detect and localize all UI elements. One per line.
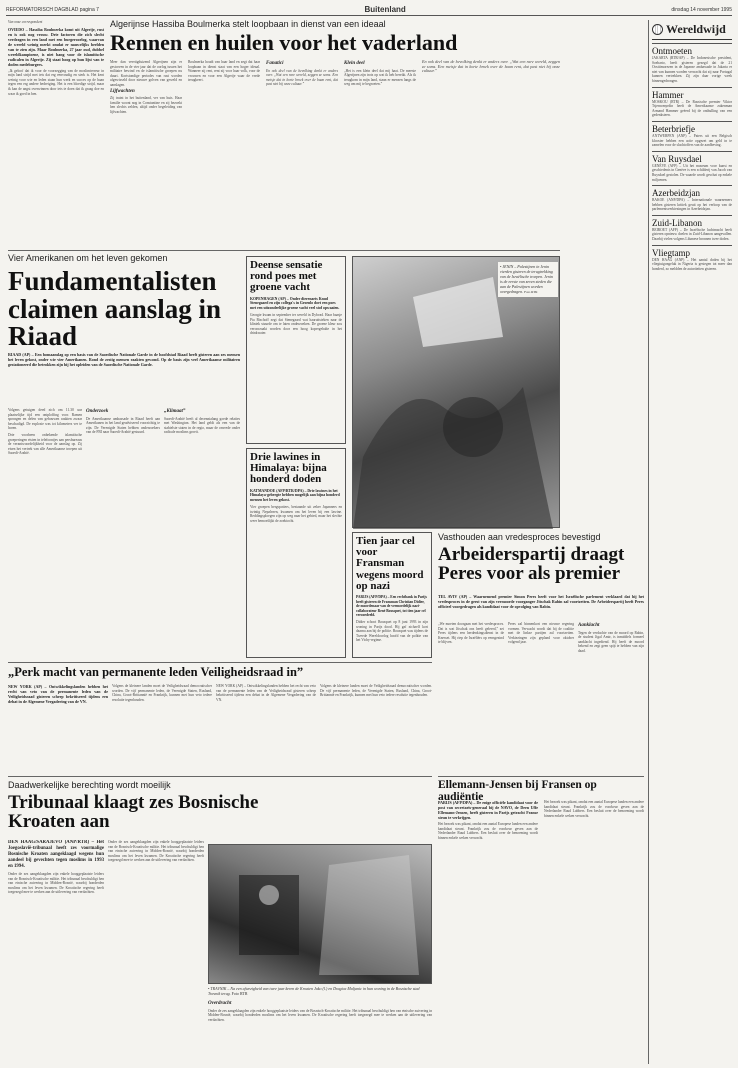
boulmerka-byline: Van onze correspondent <box>8 20 43 24</box>
deense-box <box>246 256 346 444</box>
ellemann-body-cont: Het bezoek was pikant, omdat een aantal Europese landen een andere kandidaat steunt. Frankrijk zou de voorkeur geven aan de Nederlander Ruud Lubbers. Een besluit over de benoeming wordt binnen enkele weken verwacht. <box>544 800 644 818</box>
wereldwijd-sidebar <box>652 20 732 1064</box>
item-head: Azerbeidzjan <box>652 185 732 198</box>
veiligheid-col-1 <box>8 684 108 772</box>
item-body: GENÈVE (AFP) – Uit het museum voor kunst en geschiedenis in Genève is een schilderij van Jacob van Ruysdael gestolen. De waarde wordt geschat op enkele miljoenen. <box>652 163 732 182</box>
riyad-lead: RIAAD (AP) – Een bomaanslag op een basis van de Saoedische Nationale Garde in de hoofdstad Riaad heeft gisteren aan zes mensen het leven gekost, onder wie vier Amerikanen. Rond de zestig mensen raakten gewond. Op de basis zijn veel Amerikaanse militairen gestationeerd die betrokken zijn bij het opleiden van de Saoedische Nationale Garde. <box>8 352 240 367</box>
veiligheid-col-3 <box>216 684 316 772</box>
item-body: DEN HAAG (ANP) – Het aantal doden bij het vliegtuigongeluk in Nigeria is gestegen tot meer dan honderd, zo meldden de autoriteiten gisteren. <box>652 257 732 271</box>
item-body: MOSKOU (RTR) – De Russische premier Viktor Tsjernomyrdin heeft de Amerikaanse zakenman Armand Hammer geëerd bij de onthulling van een gedenksteen. <box>652 99 732 118</box>
boulmerka-body-5: En ook deel van de bevolking denkt er anders over. „Wat een rare wereld, zeggen ze soms. Een meisje dat in korte broek over de baan rent, dat past niet bij onze cultuur.” <box>266 68 338 87</box>
page-header <box>6 4 732 16</box>
tribunaal-body-end: Onder de zes aangeklaagden zijn enkele hooggeplaatste leiders van de Bosnisch-Kroatische militie. Het tribunaal beschuldigt hen van etnische zuivering in Midden-Bosnië, waarbij honderden moslims om het leven kwamen. De Kroatische regering heeft toegezegd mee te werken aan de uitlevering van verdachten. <box>208 1008 432 1022</box>
fransman-box <box>352 532 432 658</box>
item-head: Ontmoeten <box>652 43 732 56</box>
deense-lead: KOPENHAGEN (AP) – Onder dierenarts Knud Stenegaard en zijn collega's in Groenlo doet een poes met een uitzonderlijke groene vacht veel stof opwaaien. <box>250 296 340 311</box>
boulmerka-kicker: Algerijnse Hassiba Boulmerka stelt loopbaan in dienst van een ideaal <box>110 19 386 29</box>
boulmerka-body-2: Meer dan veertigduizend Algerijnen zijn er gestorven in de vier jaar dat de oorlog tussen het militaire bewind en de islamitische groepen nu duurt. Kortstondige periodes van rust worden afgewisseld door nieuwe golven van geweld en aanslagen. <box>110 60 182 87</box>
himalaya-lead: KATMANDOE (AFP/RTR/DPA) – Drie lawines in het Himalaya-gebergte hebben mogelijk aan bijna honderd mensen het leven gekost. <box>250 488 340 503</box>
travnik-caption-box <box>208 986 432 996</box>
list-item <box>652 121 732 148</box>
item-body: JAKARTA (RTR/AP) – De Indonesische president, Soeharto, heeft gisteren gezegd dat de 21 Oosttimorezen in de Japanse ambassade in Jakarta er niet van kunnen worden verwacht dat zij naar Portugal kunnen vertrekken. Zij zijn daar vorige week binnengedrongen. <box>652 56 732 83</box>
riyad-col-2 <box>86 408 160 658</box>
veiligheid-lead: NEW YORK (AP) – Ontwikkelingslanden hebben het recht van veto van de permanente leden van de Veiligheidsraad gisteren scherp bekritiseerd tijdens een debat in de Algemene Vergadering van de VN. <box>8 684 108 704</box>
veiligheid-body-cont: Volgens de kleinere landen moet de Veiligheidsraad democratischer worden. De vijf permanente leden, de Verenigde Staten, Rusland, China, Groot-Brittannië en Frankrijk, kunnen met hun veto iedere resolutie tegenhouden. <box>320 684 432 698</box>
fransman-headline: Tien jaar cel voor Fransman wegens moord op nazi <box>356 536 424 592</box>
tribunaal-lead: DEN HAAG/SARAJEVO (ANP/RTR) – Het Joegoslavië-tribunaal heeft zes voormalige Bosnische Kroaten aangeklaagd wegens hun aandeel bij gevechten tegen moslims in 1993 en 1994. <box>8 840 104 869</box>
list-item <box>652 245 732 272</box>
veiligheid-lead-cont: NEW YORK (AP) – Ontwikkelingslanden hebben het recht van veto van de permanente leden van de Veiligheidsraad gisteren scherp bekritiseerd tijdens een debat in de Algemene Vergadering van de VN. <box>216 684 316 702</box>
boulmerka-subhead-fanatici: Fanatici <box>266 61 284 66</box>
list-item <box>652 43 732 84</box>
globe-icon <box>652 24 663 35</box>
tribunaal-subhead-overdracht: Overdracht <box>208 1001 232 1006</box>
wereldwijd-title: Wereldwijd <box>666 22 726 36</box>
peres-lead-block <box>438 594 644 620</box>
list-item <box>652 215 732 242</box>
himalaya-body: Vier groepen bergspotters, bestaande uit zeker Japanners en twintig Nepalezen, kwamen om het leven bij een lawine. Reddingsploegen zijn op weg naar het gebied, maar het slechte weer bemoeilijkt de zoektocht. <box>250 505 342 523</box>
peres-col-1 <box>438 622 504 770</box>
paper-name: REFORMATORISCH DAGBLAD pagina 7 <box>6 6 99 13</box>
tribunaal-body: Onder de zes aangeklaagden zijn enkele hooggeplaatste leiders van de Bosnisch-Kroatische militie. Het tribunaal beschuldigt hen van etnische zuivering in Midden-Bosnië, waarbij honderden moslims om het leven kwamen. De Kroatische regering heeft toegezegd mee te werken aan de uitlevering van verdachten. <box>8 872 104 895</box>
veiligheid-body: Volgens de kleinere landen moet de Veiligheidsraad democratischer worden. De vijf permanente leden, de Verenigde Staten, Rusland, China, Groot-Brittannië en Frankrijk, kunnen met hun veto iedere resolutie tegenhouden. <box>112 684 212 702</box>
wereldwijd-list <box>652 43 732 271</box>
riyad-col-1 <box>8 408 82 658</box>
riyad-body-2: Drie voorheen onbekende islamitische groeperingen eisten in telefoontjes aan persbureaus de verantwoordelijkheid voor de aanslag op. Zij eisen het vertrek van alle Amerikaanse troepen uit Saoedi-Arabië. <box>8 432 82 456</box>
item-body: ANTWERPEN (ANP) – Paters uit een Belgisch klooster hebben een actie opgezet om geld in te zamelen voor de slachtoffers van de aardbeving. <box>652 133 732 148</box>
boulmerka-body-6: „Het is een klein deel dat mij haat. De meeste Algerijnen zijn trots op wat ik heb bereikt. Als ik terugkom in mijn land, staan er mensen langs de weg om mij te begroeten.” <box>344 68 416 87</box>
boulmerka-col-4 <box>266 60 338 248</box>
list-item <box>652 87 732 118</box>
himalaya-box <box>246 448 346 658</box>
tribunaal-lead-col <box>8 840 104 1062</box>
boulmerka-subhead-klein-deel: Klein deel <box>344 61 365 66</box>
boulmerka-quote: En ook deel van de bevolking denkt er anders over. „Wat een rare wereld, zeggen ze soms. Een meisje dat in korte broek over de baan rent, dat past niet bij onze cultuur.” <box>422 60 560 74</box>
boulmerka-lead: OVIEDO – Hassiba Boulmerka komt uit Algerije, rust en is ook nog vrouw. Drie factoren die zich slecht verdragen in een land met een burgeroorlog, waarvan de wereld weinig merkt omdat er nauwelijks beelden van te zien zijn. Maar Boulmerka, 27 jaar oud, dubbel wereldkampioene, is niet bang voor de islamitische radicalen in Algerije. Zij staat hoog op hun lijst van te doden medeburgers. <box>8 26 104 67</box>
list-item <box>652 185 732 212</box>
ellemann-col-2 <box>544 800 644 1062</box>
fransman-body: Didier schoot Bousquet op 8 juni 1993 in zijn woning in Parijs dood. Hij gaf zichzelf kort daarna aan bij de politie. Bousquet was tijdens de Tweede Wereldoorlog hoofd van de politie van het Vichy-regime. <box>356 620 428 643</box>
tribunaal-headline: Tribunaal klaagt zes Bosnische Kroaten aan <box>8 793 259 832</box>
tribunaal-kicker: Daadwerkelijke berechting wordt moeilijk <box>8 780 171 790</box>
item-body: BEIROET (AFP) – De Israëlische luchtmacht heeft gisteren opnieuw doelen in Zuid-Libanon aangevallen. Daarbij vielen volgens Libanese bronnen twee doden. <box>652 227 732 242</box>
issue-date: dinsdag 14 november 1995 <box>671 6 732 13</box>
tribunaal-col-3 <box>208 1000 432 1062</box>
item-head: Van Ruysdael <box>652 151 732 164</box>
veiligheid-col-4 <box>320 684 432 772</box>
riyad-body-4: Saoedi-Arabië heeft al decennialang goede relaties met Washington. Het land geldt als een van de stabielste staten in de regio, maar de onvrede onder radicale moslims groeit. <box>164 416 240 435</box>
tribunaal-body-cont: Onder de zes aangeklaagden zijn enkele hooggeplaatste leiders van de Bosnisch-Kroatische militie. Het tribunaal beschuldigt hen van etnische zuivering in Midden-Bosnië, waarbij honderden moslims om het leven kwamen. De Kroatische regering heeft toegezegd mee te werken aan de uitlevering van verdachten. <box>108 840 204 863</box>
divider <box>8 776 432 777</box>
riyad-headline: Fundamentalisten claimen aanslag in Riaad <box>8 268 222 351</box>
boulmerka-col-3 <box>188 60 260 248</box>
jenin-credit: Foto RTR <box>524 290 538 294</box>
boulmerka-col-5 <box>344 60 416 248</box>
boulmerka-col-6 <box>422 60 560 248</box>
jenin-caption: • JENIN – Palestijnen in Jenin vierden gisteren de terugtrekking van de Israëlische troepen. Jenin is de eerste van zeven steden die aan de Palestijnen worden overgedragen. <box>500 264 553 294</box>
ellemann-headline: Ellemann-Jensen bij Fransen op audiëntie <box>438 780 597 803</box>
peres-lead: TEL AVIV (AP) – Waarnemend premier Simon Peres heeft voor het Israëlische parlement verklaard dat hij het vredesproces in de geest van zijn vermoorde voorganger Jitschak Rabin zal voortzetten. De Arbeiderspartij heeft Peres officieel voorgedragen als kandidaat voor de opvolging van Rabin. <box>438 594 644 609</box>
riyad-col-3 <box>164 408 240 658</box>
riyad-subhead-onderzoek: Onderzoek <box>86 409 109 414</box>
riyad-subhead-klimaat: „Klimaat” <box>164 409 186 414</box>
boulmerka-headline: Rennen en huilen voor het vaderland <box>110 32 458 55</box>
fransman-lead: PARIJS (AFP/DPA) – Een rechtbank in Parijs heeft gisteren de Fransman Christian Didier, de moordenaar van de vermoedelijk nazi-collaborateur René Bousquet, tot tien jaar cel veroordeeld. <box>356 595 427 618</box>
travnik-photo-art <box>209 845 433 985</box>
peres-body-2: Peres zal binnenkort een nieuwe regering vormen. Verwacht wordt dat hij de coalitie met de linkse partijen zal voortzetten. Verkiezingen zijn gepland voor oktober volgend jaar. <box>508 622 574 645</box>
divider <box>438 776 644 777</box>
item-head: Zuid-Libanon <box>652 215 732 228</box>
wereldwijd-header <box>652 20 732 40</box>
sidebar-divider <box>648 20 649 1064</box>
divider <box>8 250 560 251</box>
item-head: Hammer <box>652 87 732 100</box>
riyad-body-1: Volgens getuigen deed zich om 11.30 uur plaatselijke tijd een ontploffing voor. Ramen sprongen en delen van gebouwen raakten zwaar beschadigd. De explosie was tot kilometers ver te horen. <box>8 408 82 431</box>
boulmerka-body-4: Zij traint in het buitenland, ver van huis. Haar familie woont nog in Constantine en zij bezoekt hen slechts zelden, altijd onder begeleiding van lijfwachten. <box>110 96 182 114</box>
jenin-photo-art <box>353 257 561 529</box>
peres-col-2 <box>508 622 574 770</box>
peres-body-1: „We moeten doorgaan met het vredesproces. Dat is wat Jitschak ons heeft geleerd,” zei Peres tijdens een herdenkingsdienst in de Knesset. Hij riep de Israëliërs op eensgezind te blijven. <box>438 622 504 645</box>
ellemann-lead: PARIJS (AFP/DPA) – De enige officiële kandidaat voor de post van secretaris-generaal bij de NAVO, de Deen Uffe Ellemann-Jensen, heeft gisteren in Parijs getracht Franse steun te verkrijgen. <box>438 800 538 820</box>
tribunaal-col-2 <box>108 840 204 1062</box>
item-body: BAKOE (ANP/DPA) – Internationale waarnemers hebben gisteren kritiek geuit op het verloop van de parlementsverkiezingen in Azerbeidzjan. <box>652 198 732 212</box>
travnik-photo <box>208 844 432 984</box>
deense-body: Georgie kwam in september ter wereld in Dybvad. Haar baasje Pia Bischoff zegt dat Stenegaard wat haaruitsteken naar de kliniek stuurde om te laten onderzoeken. De groene kleur zou veroorzaakt worden door een hoog kopergehalte in het drinkwater. <box>250 313 342 336</box>
peres-headline: Arbeiderspartij draagt Peres voor als premier <box>438 545 625 584</box>
veiligheid-col-2 <box>112 684 212 772</box>
item-head: Vliegtamp <box>652 245 732 258</box>
peres-kicker: Vasthouden aan vredesproces bevestigd <box>438 532 601 542</box>
peres-body-3: Tegen de verdachte van de moord op Rabin, de student Jigal Amir, is inmiddels formeel aanklacht ingediend. Hij heeft de moord bekend en zegt geen spijt te hebben van zijn daad. <box>578 630 644 653</box>
himalaya-headline: Drie lawines in Himalaya: bijna honderd doden <box>250 452 327 486</box>
ellemann-col-1 <box>438 800 538 1062</box>
travnik-credit: Foto RTR <box>231 991 248 996</box>
boulmerka-col-2 <box>110 60 182 248</box>
boulmerka-body-3: Boulmerka houdt van haar land en zegt dat haar loopbaan in dienst staat van een hoger ideaal. Wanneer zij rent, rent zij voor haar volk, voor de vrouwen en voor een Algerije waar de vrede terugkeert. <box>188 60 260 83</box>
ellemann-body: Het bezoek was pikant, omdat een aantal Europese landen een andere kandidaat steunt. Frankrijk zou de voorkeur geven aan de Nederlander Ruud Lubbers. Een besluit over de benoeming wordt binnen enkele weken verwacht. <box>438 822 538 840</box>
veiligheid-headline: „Perk macht van permanente leden Veiligheidsraad in” <box>8 666 304 679</box>
boulmerka-lead-column <box>8 20 104 248</box>
peres-col-3 <box>578 622 644 770</box>
riyad-lead-block <box>8 352 240 412</box>
riyad-kicker: Vier Amerikanen om het leven gekomen <box>8 253 168 263</box>
divider <box>8 662 432 663</box>
jenin-caption-box <box>498 262 558 297</box>
peres-subhead-aanklacht: Aanklacht <box>578 623 600 628</box>
list-item <box>652 151 732 182</box>
item-head: Beterbriefje <box>652 121 732 134</box>
boulmerka-subhead-lijfwachten: Lijfwachten <box>110 88 135 94</box>
deense-headline: Deense sensatie rond poes met groene vacht <box>250 260 323 294</box>
riyad-body-3: De Amerikaanse ambassade in Riaad heeft aan Amerikanen in het land geadviseerd voorzichtig te zijn. De Verenigde Staten hebben onderzoekers van de FBI naar Saoedi-Arabië gestuurd. <box>86 416 160 435</box>
boulmerka-kicker-wrap <box>110 19 560 29</box>
section-title: Buitenland <box>364 5 406 14</box>
boulmerka-body-1: „Ik geloof dat ik voor de voorzegging van de moslimterreur in mijn land strijd met iets dat erg eenvoudig en sterk is. Het kent weinig voor wie en leden staan hun werk en succes op de baan tegen een erg andere bedreiging. Het is een bloedige strijd, maar ik kan de angst overwinnen door iets te doen dat ik graag doe en waar ik goed in ben. <box>8 68 104 96</box>
travnik-caption: • TRAVNIK – Na een afwezigheid van twee jaar keren de Kroaten Jako (l.) en Dragica Maljanic in hun woning in de Bosnische stad Travnik terug. <box>208 986 420 996</box>
